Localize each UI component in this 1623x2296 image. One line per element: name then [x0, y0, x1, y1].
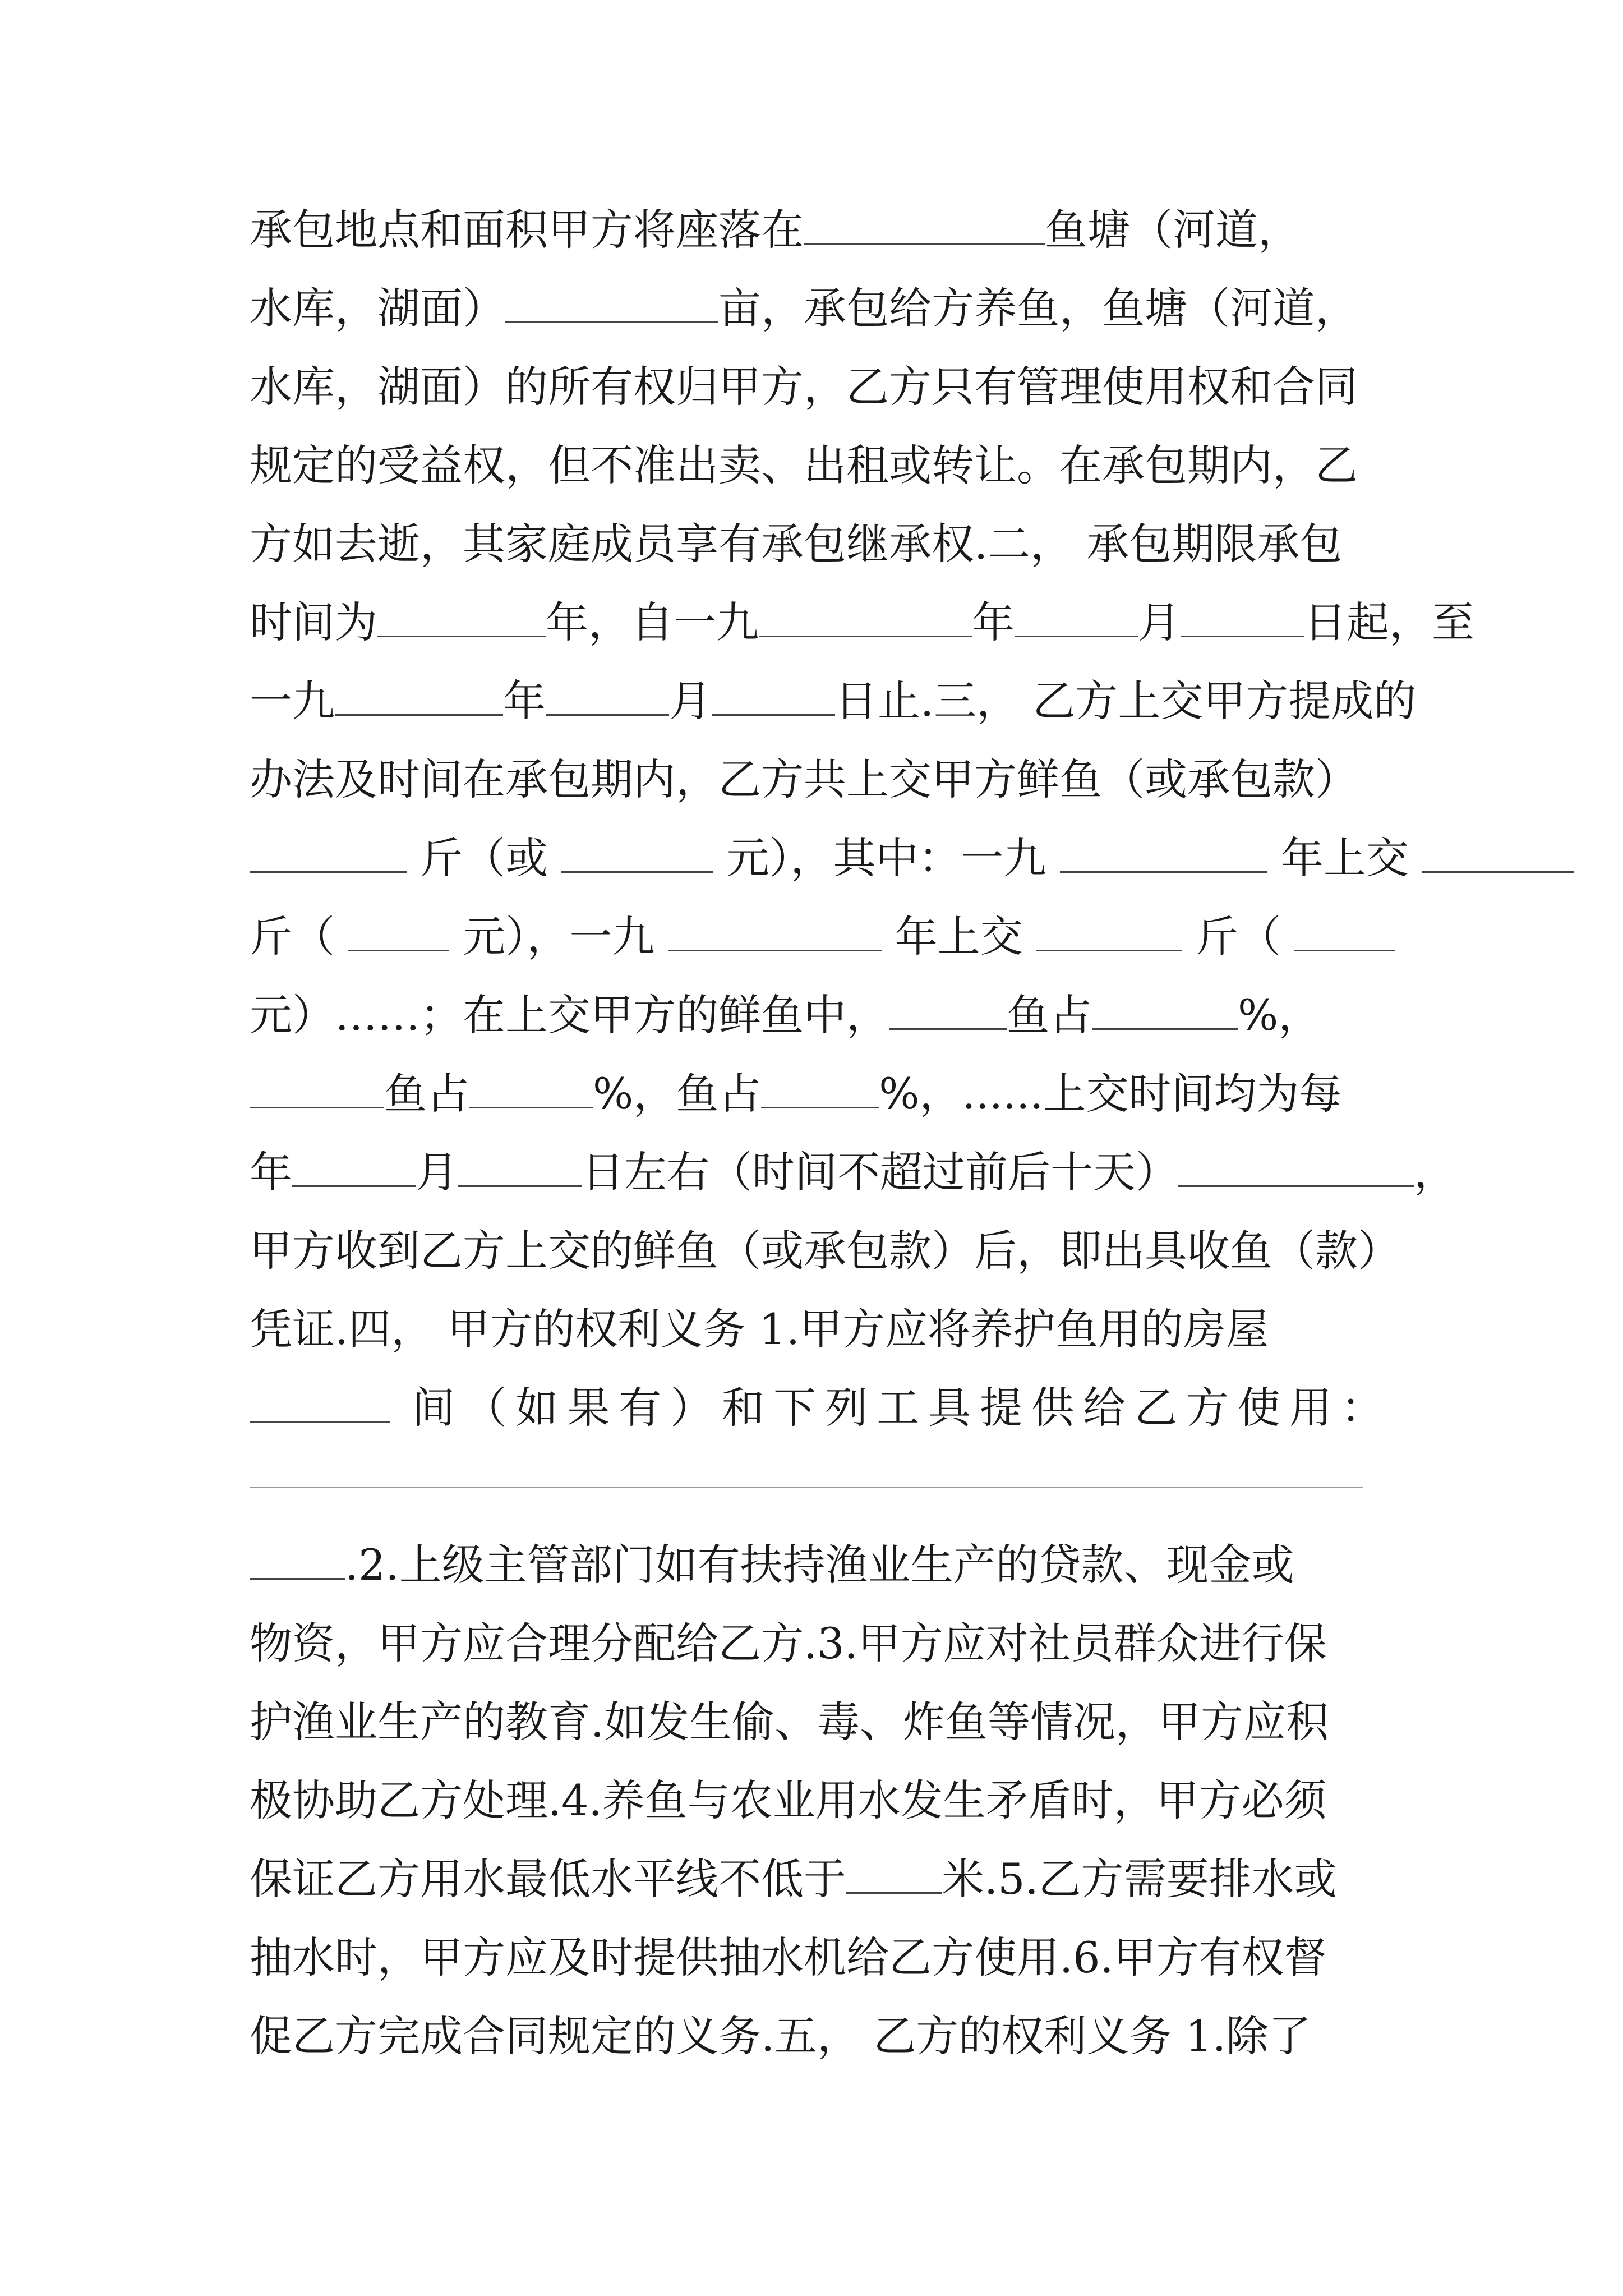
document-line [250, 1133, 1456, 1212]
line-text: 保证乙方用水最低水平线不低于 [250, 1854, 846, 1904]
line-text: 年 [503, 676, 546, 726]
document-line [250, 1526, 1384, 1604]
document-line [250, 1369, 1384, 1447]
line-text: 月 [416, 1147, 458, 1197]
fill-in-blank[interactable] [889, 990, 1007, 1030]
line-text: 承包地点和面积甲方将座落在 [250, 205, 804, 255]
line-text: 日止.三， 乙方上交甲方提成的 [835, 676, 1417, 726]
document-line [250, 1918, 1384, 1997]
fill-in-blank[interactable] [250, 1383, 390, 1423]
line-text: 办法及时间在承包期内，乙方共上交甲方鲜鱼（或承包款） [250, 754, 1358, 804]
document-line [250, 1683, 1384, 1761]
document-line [250, 976, 1384, 1055]
line-text: 米.5.乙方需要排水或 [942, 1854, 1337, 1904]
line-text: 元），其中：一九 [726, 833, 1046, 883]
line-text: 元）……；在上交甲方的鲜鱼中， [250, 990, 889, 1040]
line-text: 年 [250, 1147, 292, 1197]
fill-in-blank[interactable] [1178, 1147, 1414, 1187]
fill-in-blank[interactable] [1036, 912, 1182, 951]
line-text: 斤（ [1196, 912, 1281, 961]
document-line [250, 583, 1474, 662]
line-text: 斤（ [250, 912, 335, 961]
line-text: 年上交 [895, 912, 1023, 961]
fill-in-blank[interactable] [250, 1069, 384, 1108]
fill-in-blank[interactable] [759, 597, 972, 637]
document-line [250, 1212, 1400, 1290]
fill-in-blank[interactable] [804, 205, 1045, 245]
line-text: 斤（或 [420, 833, 548, 883]
fill-in-blank[interactable] [668, 912, 882, 951]
line-text: 年，自一九 [546, 597, 759, 647]
document-line [250, 1290, 1384, 1369]
document-line [250, 191, 1384, 269]
fill-in-blank[interactable] [458, 1147, 582, 1187]
fill-in-blank[interactable] [546, 676, 669, 716]
line-text: 日左右（时间不超过前后十天） [582, 1147, 1178, 1197]
fill-in-separator-line [250, 1487, 1363, 1488]
line-text: 甲方收到乙方上交的鲜鱼（或承包款）后，即出具收鱼（款） [250, 1226, 1400, 1276]
document-line [250, 269, 1384, 348]
fill-in-blank[interactable] [712, 676, 835, 716]
document-line [250, 1055, 1384, 1133]
line-text: 月 [1138, 597, 1181, 647]
document-line [250, 740, 1384, 819]
fill-in-blank[interactable] [335, 676, 503, 716]
fill-in-blank[interactable] [377, 597, 546, 637]
line-text: ， [1414, 1147, 1456, 1197]
document-line [250, 662, 1417, 740]
line-text: 鱼占 [1007, 990, 1092, 1040]
fill-in-blank[interactable] [469, 1069, 593, 1108]
fill-in-blank[interactable] [292, 1147, 416, 1187]
fill-in-blank[interactable] [1294, 912, 1395, 951]
line-text: 鱼塘（河道， [1045, 205, 1301, 255]
line-text: 亩，承包给方养鱼，鱼塘（河道， [718, 283, 1358, 333]
line-text: 水库，湖面） [250, 283, 505, 333]
document-line [250, 1840, 1384, 1918]
fill-in-blank[interactable] [1092, 990, 1238, 1030]
line-text: 凭证.四， 甲方的权利义务 1.甲方应将养护鱼用的房屋 [250, 1304, 1269, 1354]
fill-in-blank[interactable] [561, 833, 713, 873]
line-text: 年 [972, 597, 1015, 647]
fill-in-blank[interactable] [761, 1069, 879, 1108]
fill-in-blank[interactable] [250, 1540, 345, 1580]
fill-in-blank[interactable] [846, 1854, 942, 1894]
fill-in-blank[interactable] [348, 912, 449, 951]
fill-in-blank[interactable] [1181, 597, 1304, 637]
line-text: 间（如果有）和下列工具提供给乙方使用： [412, 1383, 1384, 1433]
fill-in-blank[interactable] [1060, 833, 1267, 873]
line-text: 方如去逝，其家庭成员享有承包继承权.二， 承包期限承包 [250, 519, 1343, 569]
fill-in-blank[interactable] [1422, 833, 1574, 873]
line-text: 抽水时，甲方应及时提供抽水机给乙方使用.6.甲方有权督 [250, 1932, 1327, 1982]
document-line [250, 426, 1384, 505]
line-text: %，鱼占 [593, 1069, 762, 1119]
document-line [250, 1761, 1384, 1840]
line-text: 元），一九 [463, 912, 655, 961]
line-text: 月 [669, 676, 712, 726]
line-text: 一九 [250, 676, 335, 726]
line-text: 极协助乙方处理.4.养鱼与农业用水发生矛盾时，甲方必须 [250, 1775, 1327, 1825]
fill-in-blank[interactable] [1015, 597, 1138, 637]
line-text: 物资，甲方应合理分配给乙方.3.甲方应对社员群众进行保 [250, 1618, 1327, 1668]
document-line [250, 1997, 1384, 2076]
line-text: 水库，湖面）的所有权归甲方，乙方只有管理使用权和合同 [250, 362, 1358, 412]
line-text: 规定的受益权，但不准出卖、出租或转让。在承包期内，乙 [250, 440, 1358, 490]
fill-in-blank[interactable] [250, 833, 407, 873]
line-text: 时间为 [250, 597, 377, 647]
line-text: 护渔业生产的教育.如发生偷、毒、炸鱼等情况，甲方应积 [250, 1697, 1329, 1747]
line-text: 鱼占 [384, 1069, 469, 1119]
line-text: %， [1238, 990, 1321, 1040]
line-text: 促乙方完成合同规定的义务.五， 乙方的权利义务 1.除了 [250, 2011, 1311, 2061]
document-line [250, 898, 1384, 976]
document-line [250, 505, 1384, 583]
document-line [250, 348, 1384, 426]
document-line [250, 819, 1409, 898]
document-line [250, 1604, 1384, 1683]
line-text: 年上交 [1280, 833, 1409, 883]
fill-in-blank[interactable] [505, 283, 718, 323]
line-text: %，......上交时间均为每 [879, 1069, 1342, 1119]
line-text: .2.上级主管部门如有扶持渔业生产的贷款、现金或 [345, 1540, 1294, 1590]
line-text: 日起，至 [1304, 597, 1474, 647]
